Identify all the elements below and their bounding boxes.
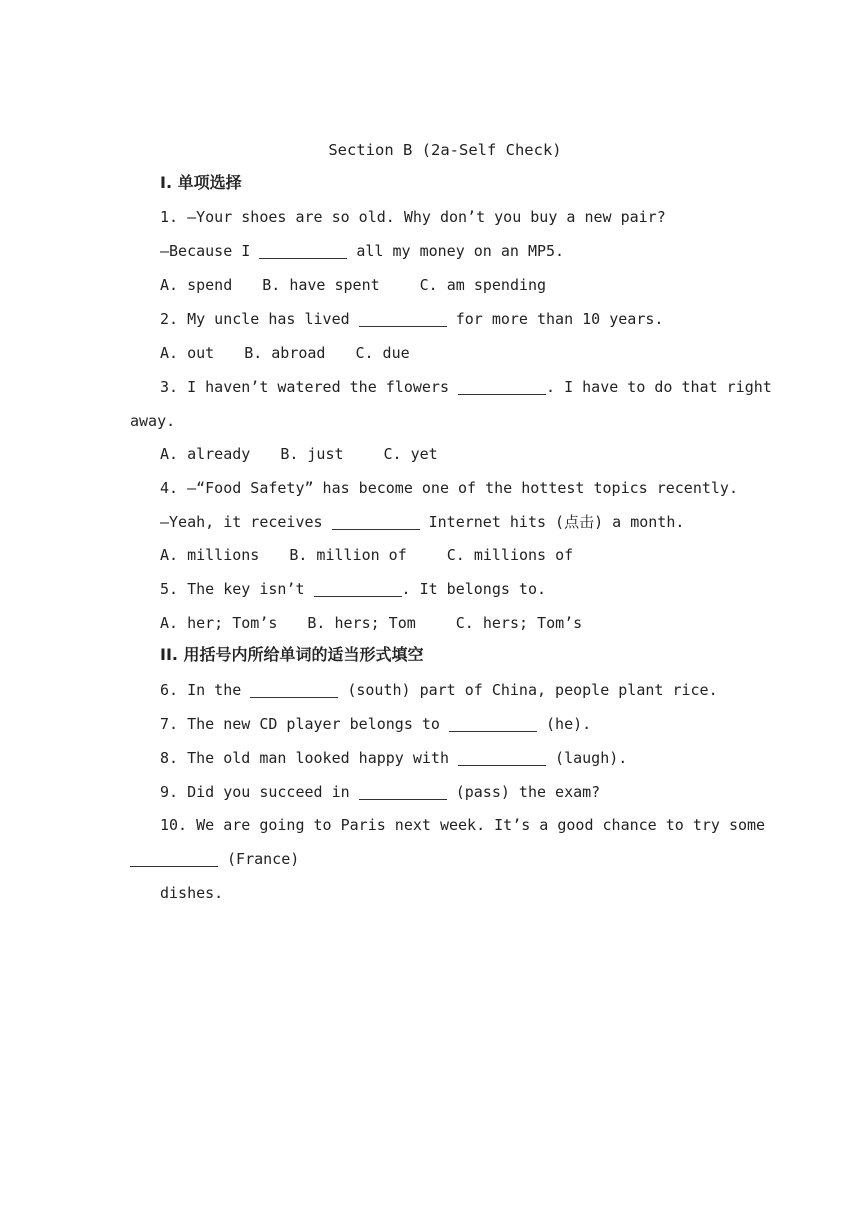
q4-option-b: B. million of	[289, 546, 407, 564]
q9-pre: 9. Did you succeed in	[160, 783, 359, 801]
q4-options	[160, 545, 573, 565]
q2-post: for more than 10 years.	[446, 310, 664, 328]
q2-pre: 2. My uncle has lived	[160, 310, 359, 328]
q8-blank	[458, 751, 546, 766]
q1-response	[160, 241, 564, 261]
q5-pre: 5. The key isn’t	[160, 580, 314, 598]
q8-stem	[160, 748, 627, 768]
q7-blank	[449, 717, 537, 732]
q3-stem-continued: away.	[130, 412, 176, 430]
q6-blank	[250, 683, 338, 698]
q2-options	[160, 343, 410, 363]
q2-blank	[359, 312, 447, 327]
section-1-heading: I. 单项选择	[160, 173, 242, 192]
q2-option-b: B. abroad	[244, 344, 326, 362]
q3-options	[160, 444, 438, 464]
q1-blank	[259, 244, 347, 259]
q4-blank	[332, 515, 420, 530]
q1-option-b: B. have spent	[262, 276, 380, 294]
q2-option-a: A. out	[160, 344, 215, 362]
q6-stem	[160, 680, 718, 700]
q8-post: (laugh).	[546, 749, 628, 767]
q5-option-b: B. hers; Tom	[307, 614, 416, 632]
q5-blank	[314, 582, 402, 597]
q3-post: . I have to do that right	[546, 378, 772, 396]
q4-stem: 4. —“Food Safety” has become one of the hottest topics recently.	[160, 479, 738, 497]
q7-post: (he).	[536, 715, 592, 733]
q10-blank	[130, 852, 218, 867]
q3-option-b: B. just	[280, 445, 344, 463]
q4-response	[160, 512, 684, 532]
q6-pre: 6. In the	[160, 681, 251, 699]
q4-option-a: A. millions	[160, 546, 260, 564]
q9-post: (pass) the exam?	[446, 783, 601, 801]
q1-stem: 1. —Your shoes are so old. Why don’t you buy a new pair?	[160, 208, 666, 226]
q3-option-a: A. already	[160, 445, 251, 463]
q7-pre: 7. The new CD player belongs to	[160, 715, 449, 733]
q10-stem: 10. We are going to Paris next week. It’s a good chance to try some	[160, 816, 766, 834]
q6-post: (south) part of China, people plant rice.	[338, 681, 718, 699]
q5-options	[160, 613, 582, 633]
q3-option-c: C. yet	[383, 445, 438, 463]
q10-blank-line	[130, 849, 299, 869]
q10-stem-end: dishes.	[160, 884, 224, 902]
page-title: Section B (2a-Self Check)	[328, 141, 562, 159]
q3-pre: 3. I haven’t watered the flowers	[160, 378, 459, 396]
q9-blank	[359, 785, 447, 800]
q2-stem	[160, 309, 663, 329]
q8-pre: 8. The old man looked happy with	[160, 749, 459, 767]
section-2-heading: II. 用括号内所给单词的适当形式填空	[160, 645, 424, 664]
q10-post: (France)	[218, 850, 300, 868]
q5-option-c: C. hers; Tom’s	[455, 614, 583, 632]
q1-response-post: all my money on an MP5.	[347, 242, 565, 260]
q1-options	[160, 275, 546, 295]
q4-option-c: C. millions of	[446, 546, 574, 564]
q9-stem	[160, 782, 600, 802]
q4-post: Internet hits (点击) a month.	[419, 513, 685, 531]
q5-post: . It belongs to.	[401, 580, 547, 598]
q4-pre: —Yeah, it receives	[160, 513, 332, 531]
q5-option-a: A. her; Tom’s	[160, 614, 278, 632]
q1-response-pre: —Because I	[160, 242, 260, 260]
q3-blank	[458, 380, 546, 395]
q3-stem	[160, 377, 772, 397]
q1-option-a: A. spend	[160, 276, 233, 294]
q2-option-c: C. due	[355, 344, 410, 362]
q1-option-c: C. am spending	[419, 276, 547, 294]
q7-stem	[160, 714, 591, 734]
q5-stem	[160, 579, 546, 599]
